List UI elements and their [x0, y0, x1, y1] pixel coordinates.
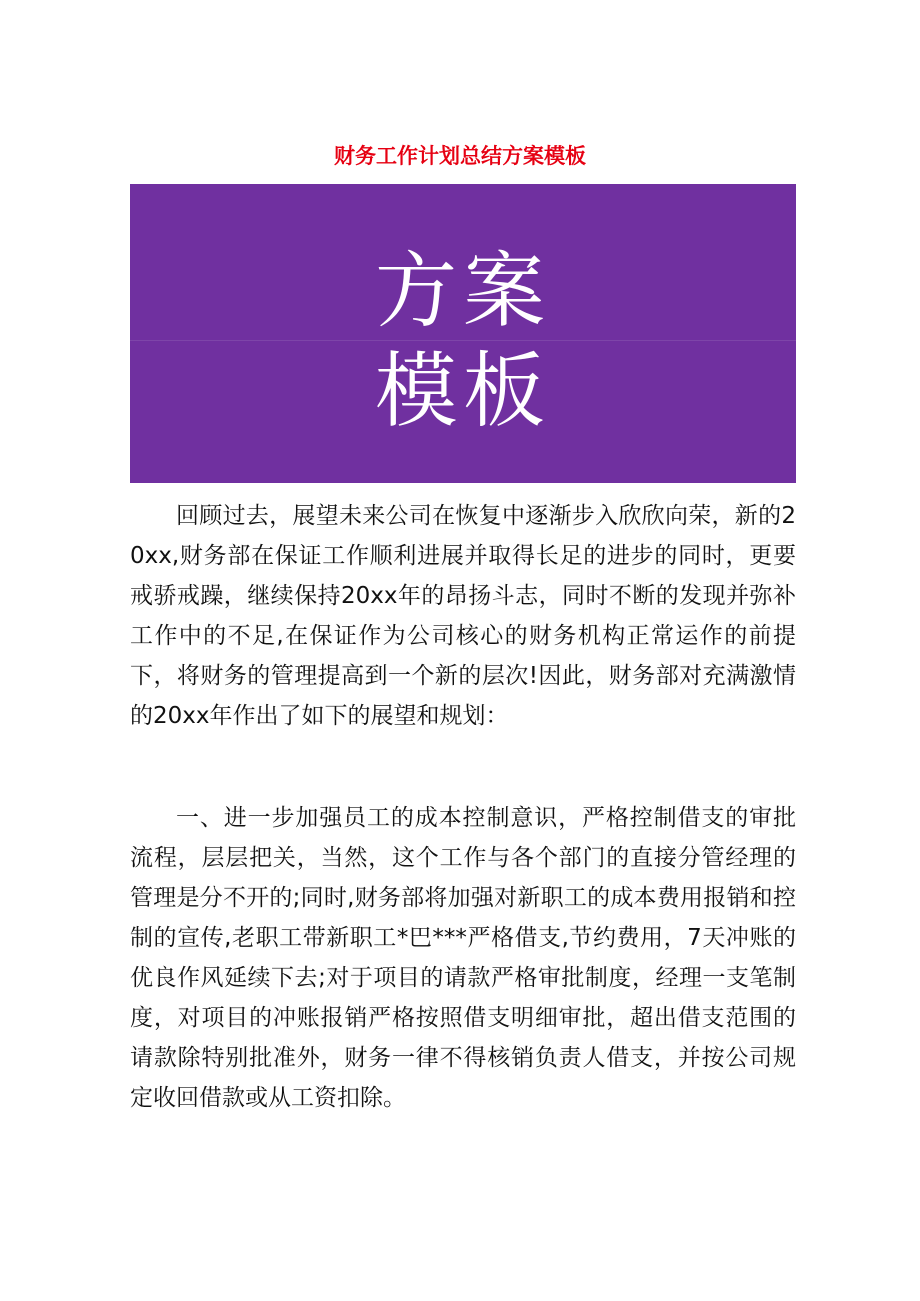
- document-title: 财务工作计划总结方案模板: [334, 144, 586, 168]
- cover-banner: [130, 184, 796, 483]
- cover-divider: [130, 340, 796, 341]
- body-paragraph-item-1: 一、进一步加强员工的成本控制意识，严格控制借支的审批流程，层层把关，当然，这个工作与各个部门的直接分管经理的管理是分不开的;同时,财务部将加强对新职工的成本费用报销和控制的宣传,老职工带新职工*巴***严格借支,节约费用，7天冲账的优良作风延续下去;对于项目的请款严格审批制度，经理一支笔制度，对项目的冲账报销严格按照借支明细审批，超出借支范围的请款除特别批准外，财务一律不得核销负责人借支，并按公司规定收回借款或从工资扣除。: [130, 805, 796, 1111]
- cover-title-line-2: 模板: [374, 344, 551, 439]
- body-paragraph-intro: 回顾过去，展望未来公司在恢复中逐渐步入欣欣向荣，新的20xx,财务部在保证工作顺利进展并取得长足的进步的同时，更要戒骄戒躁，继续保持20xx年的昂扬斗志，同时不断的发现并弥补工作中的不足,在保证作为公司核心的财务机构正常运作的前提下，将财务的管理提高到一个新的层次!因此，财务部对充满激情的20xx年作出了如下的展望和规划：: [130, 503, 796, 729]
- cover-title-line-1: 方案: [374, 244, 551, 339]
